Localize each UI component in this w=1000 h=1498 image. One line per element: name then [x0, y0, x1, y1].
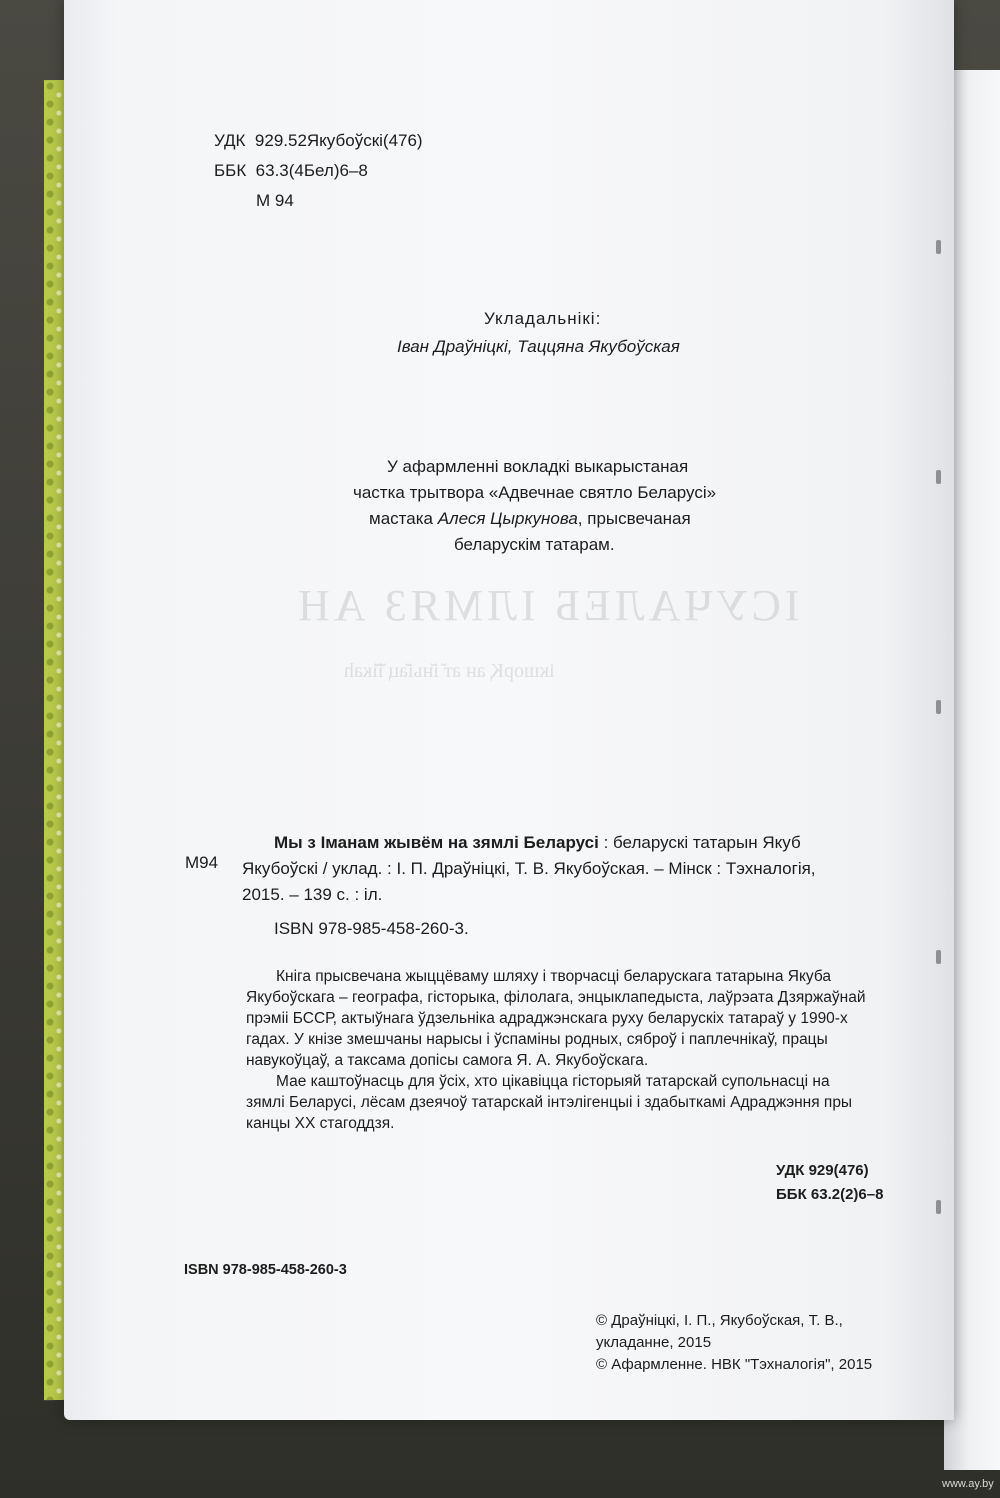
annotation-line-2: Якубоўскага – географа, гісторыка, філолага, энцыклапедыста, лаўрэата Дзяржаўнай: [246, 989, 866, 1006]
show-through-text: ІСУЧАЛЕБ ІЛМЯЗ АН: [294, 581, 800, 630]
compilers-names: Іван Драўніцкі, Таццяна Якубоўская: [397, 337, 680, 356]
bbk-value: 63.3(4Бел)6–8: [255, 161, 368, 180]
cover-note-line2: частка трытвора «Адвечнае святло Беларусі»: [353, 483, 717, 502]
footer-bbk: ББК 63.2(2)6–8: [776, 1186, 884, 1203]
binding-stitch: [936, 950, 941, 964]
compilers-label: Укладальнікі:: [484, 309, 602, 328]
copyright-line3: © Афармленне. НВК "Тэхналогія", 2015: [596, 1356, 873, 1373]
udk-label: УДК: [214, 131, 246, 150]
book-title: Мы з Іманам жывём на зямлі Беларусі: [274, 833, 599, 852]
author-mark: М 94: [256, 191, 294, 210]
annotation-line-4: гадах. У кнізе змешчаны нарысы і ўспаміны родных, сяброў і паплечнікаў, працы: [246, 1031, 828, 1048]
isbn-bottom: ISBN 978-985-458-260-3: [184, 1262, 347, 1278]
bibliography-line1: [274, 832, 801, 854]
binding-stitch: [936, 240, 941, 254]
copyright-line2: укладанне, 2015: [596, 1334, 712, 1351]
cover-note-line3-pre: мастака: [369, 509, 438, 528]
bibliography-line3: 2015. – 139 с. : іл.: [242, 885, 383, 904]
cover-note-line3: [369, 508, 691, 530]
cover-note-artist-name: Алеся Цыркунова: [437, 509, 578, 528]
annotation-line-7: зямлі Беларусі, лёсам дзеячоў татарскай інтэлігенцыі і здабыткамі Адраджэння пры: [246, 1094, 853, 1111]
bibliography-mark: М94: [185, 853, 219, 872]
show-through-text-small: ікшорҚ ан ат̆ і̆ньі̆ац ̆і̆ікаһ: [344, 660, 555, 682]
annotation-line-8: канцы XX стагоддзя.: [246, 1115, 395, 1132]
binding-stitch: [936, 1200, 941, 1214]
cover-note-line4: беларускім татарам.: [454, 535, 615, 554]
annotation-line-6: Мае каштоўнасць для ўсіх, хто цікавіцца гісторыяй татарскай супольнасці на: [276, 1073, 830, 1090]
bbk-label: ББК: [214, 161, 247, 180]
binding-stitch: [936, 700, 941, 714]
copyright-line1: © Драўніцкі, І. П., Якубоўская, Т. В.,: [596, 1312, 843, 1329]
bibliography-isbn: ISBN 978-985-458-260-3.: [274, 919, 469, 938]
book-page: [64, 0, 954, 1420]
binding-stitch: [936, 470, 941, 484]
watermark: www.ay.by: [942, 1478, 994, 1490]
annotation-line-5: навукоўцаў, а таксама допісы самога Я. А. Якубоўскага.: [246, 1052, 649, 1069]
cover-note-line3-post: , прысвечаная: [577, 509, 691, 528]
annotation-line-1: Кніга прысвечана жыццёваму шляху і творчасці беларускага татарына Якуба: [276, 968, 831, 985]
udk-line: [214, 130, 423, 152]
bbk-line: [214, 160, 368, 182]
annotation-line-3: прэміі БССР, актыўнага ўдзельніка адраджэнскага руху беларускіх татараў у 1990-х: [246, 1010, 848, 1027]
cover-note-line1: У афармленні вокладкі выкарыстаная: [387, 457, 689, 476]
footer-udk: УДК 929(476): [776, 1162, 869, 1179]
bibliography-line1-rest: : беларускі татарын Якуб: [598, 833, 801, 852]
bibliography-line2: Якубоўскі / уклад. : І. П. Драўніцкі, Т. В. Якубоўская. – Мінск : Тэхналогія,: [242, 859, 816, 878]
udk-value: 929.52Якубоўскі(476): [254, 131, 423, 150]
